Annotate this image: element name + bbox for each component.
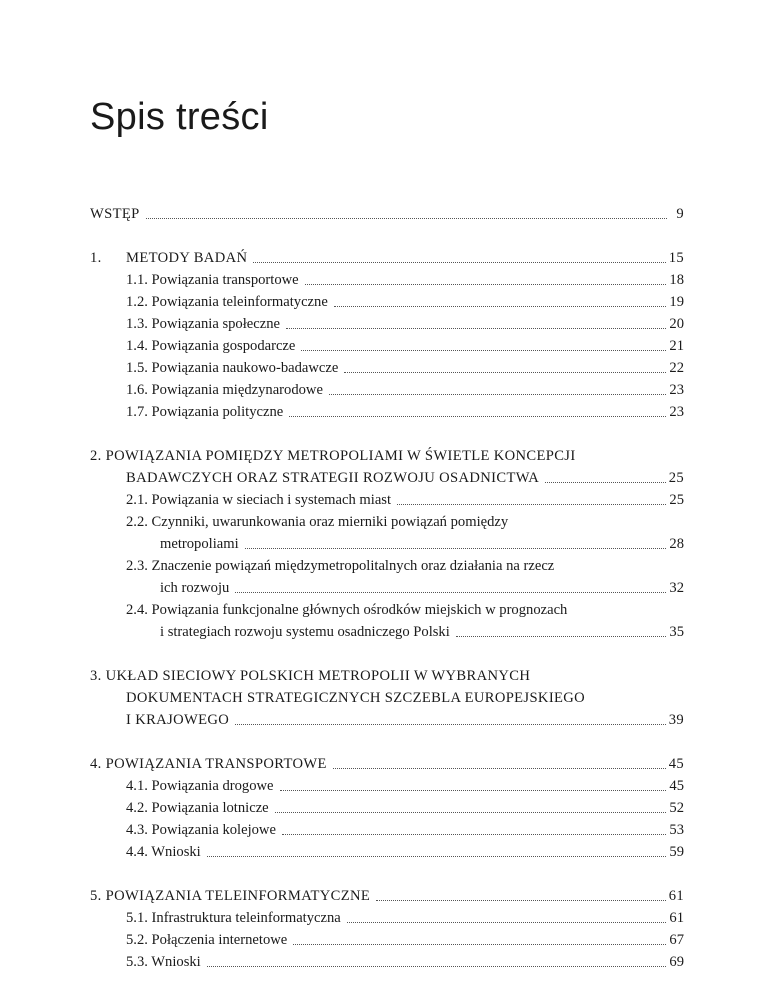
toc-entry-label: 5.2. Połączenia internetowe bbox=[126, 932, 288, 948]
toc-chapter-2-line-1[interactable]: 2. POWIĄZANIA POMIĘDZY METROPOLIAMI W ŚWIETLE KONCEPCJI bbox=[90, 448, 576, 464]
toc-page-number: 45 bbox=[668, 756, 684, 772]
toc-page-number: 20 bbox=[669, 316, 684, 332]
page-title: Spis treści bbox=[90, 96, 269, 138]
dot-leader bbox=[253, 262, 665, 263]
toc-page-number: 61 bbox=[669, 910, 684, 926]
toc-entry-label: I KRAJOWEGO bbox=[126, 712, 230, 728]
dot-leader bbox=[275, 812, 667, 813]
toc-entry-label: 4.3. Powiązania kolejowe bbox=[126, 822, 276, 838]
toc-section[interactable] bbox=[90, 269, 684, 291]
toc-page-number: 25 bbox=[669, 492, 684, 508]
toc-chapter-1[interactable] bbox=[90, 247, 684, 269]
toc-entry-label: 4.2. Powiązania lotnicze bbox=[126, 800, 269, 816]
toc-chapter-3-line-2[interactable]: DOKUMENTACH STRATEGICZNYCH SZCZEBLA EUROPEJSKIEGO bbox=[126, 690, 586, 706]
toc-page-number: 28 bbox=[669, 536, 684, 552]
toc-entry-label: 5. POWIĄZANIA TELEINFORMATYCZNE bbox=[90, 888, 371, 904]
toc-section[interactable] bbox=[90, 291, 684, 313]
dot-leader bbox=[282, 834, 666, 835]
toc-section[interactable] bbox=[90, 335, 684, 357]
toc-page-number: 9 bbox=[676, 206, 684, 222]
toc-section[interactable] bbox=[90, 621, 684, 643]
toc-entry-label: metropoliami bbox=[160, 536, 239, 552]
toc-entry-label: ich rozwoju bbox=[160, 580, 230, 596]
toc-entry-label: METODY BADAŃ bbox=[126, 250, 248, 266]
chapter-number: 1. bbox=[90, 250, 102, 266]
toc-page-number: 22 bbox=[669, 360, 684, 376]
toc-page-number: 19 bbox=[669, 294, 684, 310]
toc-page-number: 69 bbox=[669, 954, 684, 970]
toc-section-line-1[interactable]: 2.3. Znaczenie powiązań międzymetropolitalnych oraz działania na rzecz bbox=[126, 558, 555, 574]
toc-section[interactable] bbox=[90, 819, 684, 841]
toc-section[interactable] bbox=[90, 841, 684, 863]
toc-section[interactable] bbox=[90, 577, 684, 599]
toc-entry-label: i strategiach rozwoju systemu osadniczego Polski bbox=[160, 624, 450, 640]
dot-leader bbox=[344, 372, 666, 373]
toc-entry-label: 1.7. Powiązania polityczne bbox=[126, 404, 284, 420]
toc-chapter-3[interactable] bbox=[90, 709, 684, 731]
toc-page-number: 18 bbox=[669, 272, 684, 288]
toc-entry-label: 5.1. Infrastruktura teleinformatyczna bbox=[126, 910, 341, 926]
toc-section[interactable] bbox=[90, 951, 684, 973]
spacer bbox=[90, 863, 684, 885]
toc-section[interactable] bbox=[90, 929, 684, 951]
toc-page-number: 23 bbox=[669, 382, 684, 398]
toc-entry-label: 5.3. Wnioski bbox=[126, 954, 201, 970]
dot-leader bbox=[333, 768, 666, 769]
dot-leader bbox=[347, 922, 667, 923]
toc-page-number: 35 bbox=[669, 624, 684, 640]
table-of-contents bbox=[90, 203, 684, 973]
toc-page-number: 15 bbox=[668, 250, 684, 266]
toc-entry-label: 4. POWIĄZANIA TRANSPORTOWE bbox=[90, 756, 327, 772]
toc-entry-label: WSTĘP bbox=[90, 206, 140, 222]
dot-leader bbox=[397, 504, 666, 505]
toc-entry-label: 1.2. Powiązania teleinformatyczne bbox=[126, 294, 328, 310]
toc-page-number: 52 bbox=[669, 800, 684, 816]
toc-section[interactable] bbox=[90, 797, 684, 819]
toc-chapter-5[interactable] bbox=[90, 885, 684, 907]
dot-leader bbox=[207, 966, 667, 967]
dot-leader bbox=[376, 900, 666, 901]
dot-leader bbox=[456, 636, 667, 637]
toc-section-line-1[interactable]: 2.4. Powiązania funkcjonalne głównych ośrodków miejskich w prognozach bbox=[126, 602, 568, 618]
dot-leader bbox=[301, 350, 666, 351]
dot-leader bbox=[334, 306, 667, 307]
dot-leader bbox=[235, 592, 666, 593]
toc-entry-label: 4.1. Powiązania drogowe bbox=[126, 778, 274, 794]
spacer bbox=[90, 423, 684, 445]
toc-entry-label: 1.4. Powiązania gospodarcze bbox=[126, 338, 296, 354]
toc-page-number: 45 bbox=[669, 778, 684, 794]
toc-page-number: 23 bbox=[669, 404, 684, 420]
toc-chapter-4[interactable] bbox=[90, 753, 684, 775]
toc-entry-label: 1.3. Powiązania społeczne bbox=[126, 316, 280, 332]
toc-entry-label: 1.6. Powiązania międzynarodowe bbox=[126, 382, 323, 398]
spacer bbox=[90, 643, 684, 665]
dot-leader bbox=[545, 482, 666, 483]
toc-entry-label: BADAWCZYCH ORAZ STRATEGII ROZWOJU OSADNICTWA bbox=[126, 470, 540, 486]
spacer bbox=[90, 731, 684, 753]
toc-section[interactable] bbox=[90, 775, 684, 797]
toc-page-number: 53 bbox=[669, 822, 684, 838]
toc-page-number: 61 bbox=[668, 888, 684, 904]
toc-page-number: 39 bbox=[668, 712, 684, 728]
toc-section[interactable] bbox=[90, 533, 684, 555]
dot-leader bbox=[305, 284, 667, 285]
toc-entry-wstep[interactable] bbox=[90, 203, 684, 225]
toc-section[interactable] bbox=[90, 357, 684, 379]
dot-leader bbox=[207, 856, 667, 857]
toc-section[interactable] bbox=[90, 489, 684, 511]
dot-leader bbox=[280, 790, 667, 791]
toc-section-line-1[interactable]: 2.2. Czynniki, uwarunkowania oraz mierniki powiązań pomiędzy bbox=[126, 514, 509, 530]
dot-leader bbox=[329, 394, 666, 395]
toc-chapter-3-line-1[interactable]: 3. UKŁAD SIECIOWY POLSKICH METROPOLII W WYBRANYCH bbox=[90, 668, 531, 684]
toc-section[interactable] bbox=[90, 907, 684, 929]
dot-leader bbox=[293, 944, 666, 945]
toc-entry-label: 1.1. Powiązania transportowe bbox=[126, 272, 299, 288]
toc-section[interactable] bbox=[90, 401, 684, 423]
toc-page-number: 67 bbox=[669, 932, 684, 948]
toc-page-number: 21 bbox=[669, 338, 684, 354]
toc-page-number: 59 bbox=[669, 844, 684, 860]
toc-section[interactable] bbox=[90, 379, 684, 401]
dot-leader bbox=[146, 218, 667, 219]
dot-leader bbox=[245, 548, 667, 549]
dot-leader bbox=[286, 328, 666, 329]
toc-chapter-2[interactable] bbox=[90, 467, 684, 489]
toc-entry-label: 1.5. Powiązania naukowo-badawcze bbox=[126, 360, 339, 376]
dot-leader bbox=[235, 724, 666, 725]
toc-page-number: 25 bbox=[668, 470, 684, 486]
toc-section[interactable] bbox=[90, 313, 684, 335]
toc-entry-label: 4.4. Wnioski bbox=[126, 844, 201, 860]
toc-entry-label: 2.1. Powiązania w sieciach i systemach miast bbox=[126, 492, 392, 508]
dot-leader bbox=[289, 416, 666, 417]
spacer bbox=[90, 225, 684, 247]
toc-page-number: 32 bbox=[669, 580, 684, 596]
